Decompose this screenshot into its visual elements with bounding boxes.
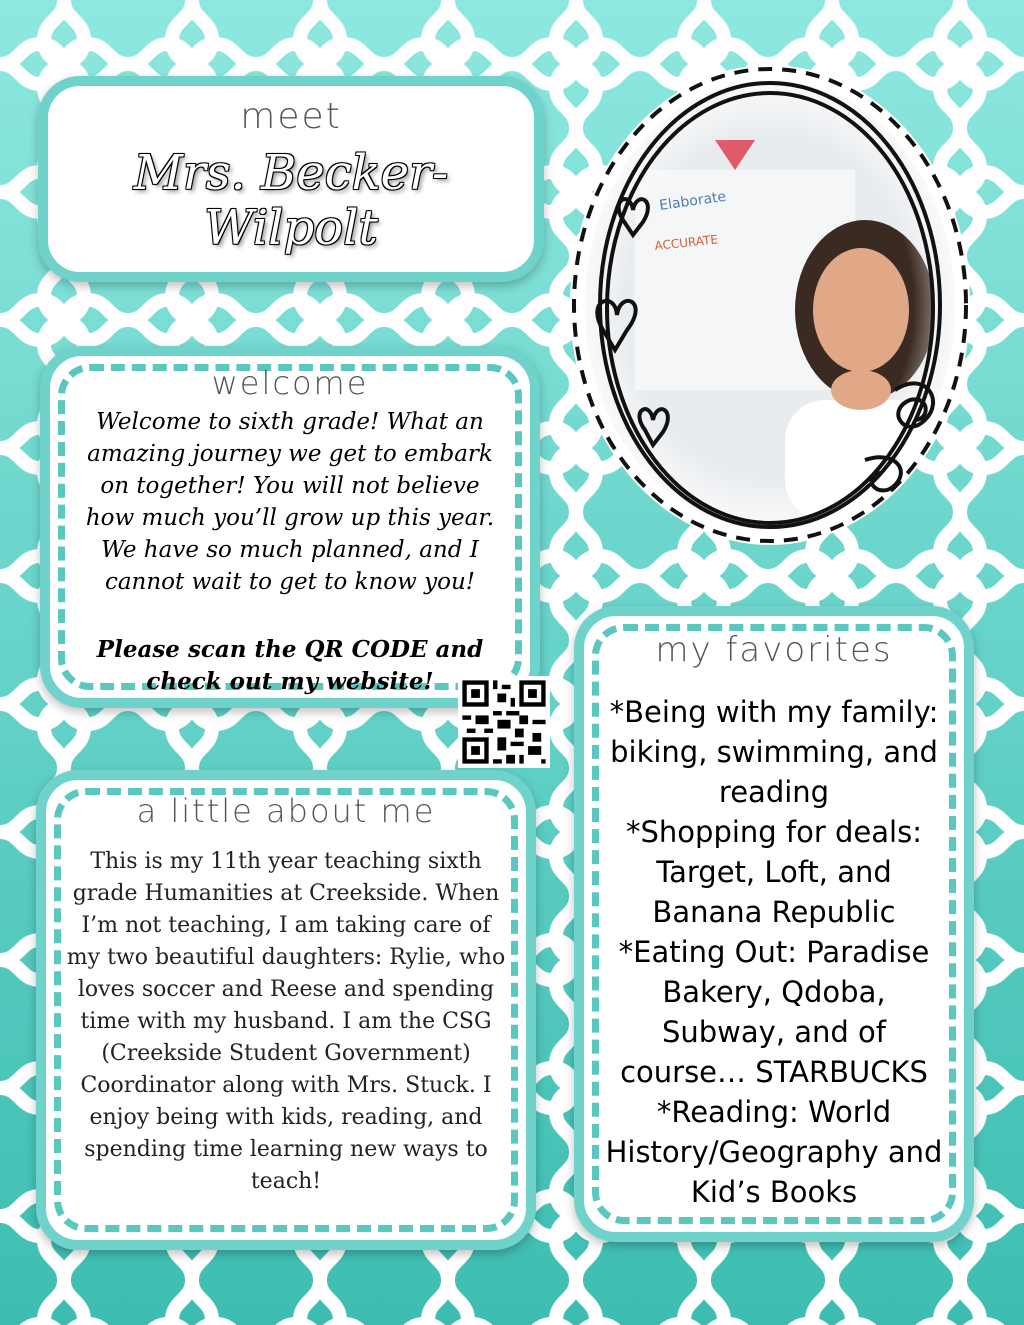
about-body: This is my 11th year teaching sixth grade Humanities at Creekside. When I’m not teaching, I am taking care of my two beautiful daughters: Rylie, who loves soccer and Reese and spending time with my husband. I am the CSG (Creekside Student Government) Coordinator along with Mrs. Stuck. I enjoy being with kids, reading, and spending time learning new ways to teach! [66, 849, 506, 1194]
favorite-item: *Being with my family: biking, swimming, and reading [609, 695, 939, 809]
qr-code[interactable] [458, 676, 550, 768]
teacher-name: Mrs. Becker-Wilpolt [133, 145, 449, 257]
favorites-title: my favorites [655, 630, 893, 670]
favorite-item: *Reading: World History/Geography and Kid’s Books [605, 1095, 943, 1209]
favorites-list [604, 692, 944, 1212]
about-title: a little about me [136, 792, 436, 830]
welcome-title: welcome [211, 364, 369, 402]
about-card [36, 770, 536, 1250]
welcome-cta: Please scan the QR CODE and check out my website! [96, 636, 484, 695]
meet-label: meet [240, 96, 342, 137]
teacher-photo [565, 60, 975, 550]
teacher-photo-frame [565, 60, 975, 550]
favorite-item: *Shopping for deals: Target, Loft, and Banana Republic [626, 815, 922, 929]
header-card [38, 76, 544, 282]
welcome-card [40, 346, 540, 708]
welcome-body: Welcome to sixth grade! What an amazing journey we get to embark on together! You will not believe how much you’ll grow up this year. We have so much planned, and I cannot wait to get to know you! [85, 409, 495, 595]
favorite-item: *Eating Out: Paradise Bakery, Qdoba, Subway, and of course… STARBUCKS [618, 935, 930, 1089]
favorites-card [574, 606, 974, 1242]
